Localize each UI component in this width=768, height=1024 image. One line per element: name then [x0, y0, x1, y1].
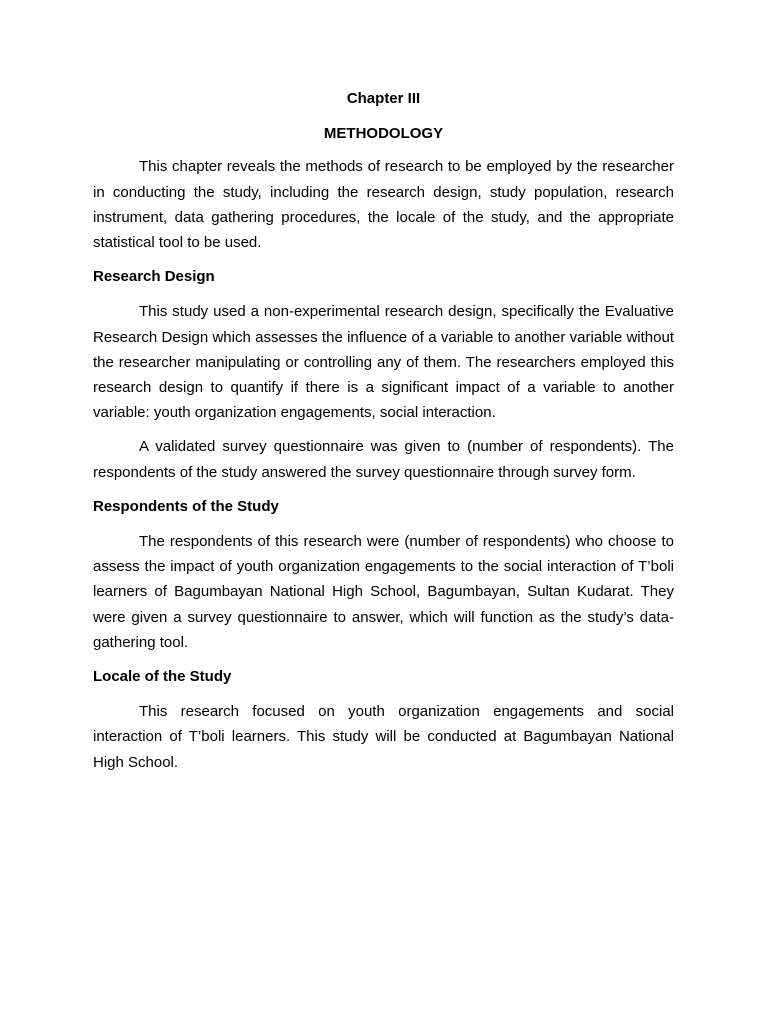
- heading-respondents: Respondents of the Study: [93, 497, 279, 515]
- respondents-paragraph: The respondents of this research were (number of respondents) who choose to assess the impact of youth organization engagements to the social interaction of T’boli learners of Bagumbayan National High School, Bagumbayan, Sultan Kudarat. They were given a survey questionnaire to answer, which will function as the study’s data-gathering tool.: [93, 533, 674, 651]
- heading-locale: Locale of the Study: [93, 668, 232, 686]
- research-design-paragraph-1: This study used a non-experimental research design, specifically the Evaluative Research Design which assesses the influence of a variable to another variable without the researcher manipulating or controlling any of them. The researchers employed this research design to quantify if there is a significant impact of a variable to another variable: youth organization engagements, social interaction.: [93, 303, 674, 422]
- heading-research-design: Research Design: [93, 268, 215, 286]
- section-title-methodology: METHODOLOGY: [323, 125, 444, 143]
- intro-paragraph: This chapter reveals the methods of research to be employed by the researcher in conducting the study, including the research design, study population, research instrument, data gathering procedures, the locale of the study, and the appropriate statistical tool to be used.: [93, 158, 674, 252]
- locale-paragraph: This research focused on youth organization engagements and social interaction of T’boli learners. This study will be conducted at Bagumbayan National High School.: [93, 703, 674, 771]
- document-page: [93, 86, 674, 784]
- research-design-paragraph-2: A validated survey questionnaire was given to (number of respondents). The respondents of the study answered the survey questionnaire through survey form.: [93, 438, 674, 481]
- chapter-title: Chapter III: [346, 90, 421, 107]
